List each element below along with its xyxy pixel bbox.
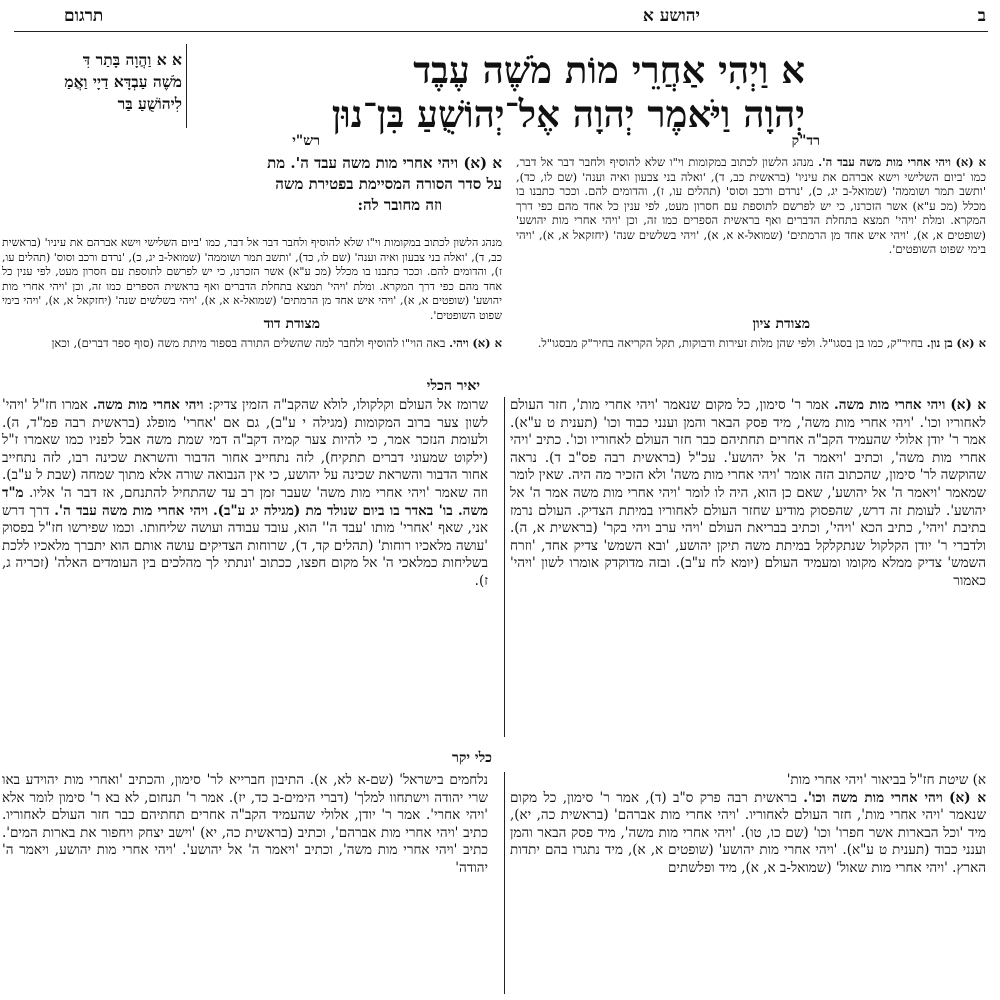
header-rule <box>14 31 988 32</box>
rashi-commentary: א (א) ויהי אחרי מות משה עבד ה'. מת על סדר הסורה המסיימת בפטירת משה וזה מחובר לה: <box>267 154 502 214</box>
kli-yakar-right-column: א) שיטת חז"ל בביאור 'ויהי אחרי מות' א (א) ויהי אחרי מות משה וכו'. בראשית רבה פרק ס"ב (ד), אמר ר' סימון, כל מקום שנאמר 'ויהי אחרי מות', חזר העולם לאחוריו. 'ויהי אחרי מות אברהם' (בראשית כה, יא), מיד 'וכל הבארות אשר חפרו' וכו' (שם כו, טו). 'ויהי אחרי מות משה', מיד פסק הבאר והמן וענני כבוד (תענית ט ע"א). 'ויהי אחרי מות יהושע' (שופטים א, א), מיד נתגרו בהם יתדות הארץ. 'ויהי אחרי מות שאול' (שמואל-ב א, א), מיד ופלשתים <box>510 772 986 876</box>
verse-line-2: יְהוָה וַיֹּאמֶר יְהוָה אֶל־יְהוֹשֻׁעַ בִּן־נוּן <box>331 92 805 136</box>
metzudat-zion-title: מצודת ציון <box>752 316 810 332</box>
yair-hakli-left-column: שרומז אל העולם וקלקולו, לולא שהקב"ה הזמין צדיק: ויהי אחרי מות משה. אמרו חז"ל 'ויהי' לשון צער ברוב המקומות (מגילה י ע"ב), גם אם 'אחרי' מופלג (בראשית רבה פמ"ד, ה). ולעומת הנזכר אמר, כי להיות צער קמיה דקב"ה דמי שמת משה אבל לפניו כמו שאמרו ז"ל (ילקוט שמעוני דברים תתקיח), לזה נתחייב אחור הדבור והשראת שכינה רבו, לזה נתחייב אחור הדבור והשראת שכינה על יהושע, כי אין הנבואה שורה אלא מתוך שמחה (שבת ל ע"ב). וזה שאמר 'ויהי אחרי מות משה' שעבר זמן רב עד שהתחיל להתנחם, אז דבר ה' אליו. מ"ד משה. בו' באדר בו ביום שנולד מת (מגילה יג ע"ב). ויהי אחרי מות משה עבד ה'. דרך דרש אני, שאף 'אחרי' מותו 'עבד ה'' הוא, עובד עבודה ועושה שליחותו. וכמו שפירשו חז"ל בפסוק 'עושה מלאכיו רוחות' (תהלים קד, ד), שרוחות הצדיקים עושה אותם הוא יתברך מלאכיו ללכת בשליחות כמלאכי ה' אל מקום חפצו, ככתוב 'ונתתי לך מהלכים בין העומדים האלה' (זכריה ג, ז). <box>2 397 489 589</box>
targum-divider <box>186 44 187 128</box>
running-title: יהושע א <box>642 6 700 26</box>
radak-commentary: א (א) ויהי אחרי מות משה עבד ה'. מנהג הלשון לכתוב במקומות וי"ו שלא להוסיף ולחבר דבר אל דבר, כמו 'ביום השלישי וישא אברהם את עיניו' (בראשית כב, ד), 'ואלה בני צבעון ואיה וענה' (שם לו, כד), 'ותשב תמר ושוממה' (שמואל-ב יג, כ), 'נרדם ורכב וסוס' (תהלים עו, ז), והדומים להם. וככר כתבנו בו מכלל (מכ ע"א) אשר הזכרנו, כי יש לפרשם לתוספת עם חסרון מעט, לפי ענין כל אחד מהם כפי דרך המקרא. ומלת 'ויהי' תמצא בתחלת הדברים ואף בראשית הספרים כמו זה, וכן 'ויהי אחרי מות יהושע' (שופטים א, א), 'ויהי איש אחד מן הרמתים' (שמואל-א א, א), 'ויהי בשלשים שנה' (יחזקאל א, א), 'ויהי בימי שפוט השופטים'. <box>516 155 986 256</box>
metzudat-david-title: מצודת דוד <box>263 316 320 332</box>
radak-title: רד"ק <box>791 133 820 149</box>
kli-yakar-left-column: נלחמים בישראל' (שם-א לא, א). התיבון חברייא לר' סימון, והכתיב 'ואחרי מות יהוידע באו שרי יהודה וישתחוו למלך' (דברי הימים-ב כד, יז). אמר ר' תנחום, לא בא ר' סימון לומר אלא 'ויהי אחרי'. אמר ר' יודן, אלולי שהעמיד הקב"ה אחרים תחתיהם כבר חזר העולם לאחוריו. כתיב 'ויהי אחרי מות אברהם', וכתיב (בראשית כה, יא) 'וישב יצחק ויחפור את בארות המים'. כתיב 'ויהי אחרי מות משה', וכתיב 'ויאמר ה' אל יהושע'. 'ויהי אחרי מות יהושע, ויאמר ה' יהודה' <box>2 772 488 876</box>
yair-hakli-title: יאיר הכלי <box>426 378 480 394</box>
metzudat-zion-commentary: א (א) בן נון. בחיר"ק, כמו בן בסגו"ל. ולפי שהן מלות זעירות ודבוקות, תקל הקריאה בחיר"ק מבסגו"ל. <box>537 336 986 350</box>
yair-hakli-right-column: א (א) ויהי אחרי מות משה. אמר ר' סימון, כל מקום שנאמר 'ויהי אחרי מות', חזר העולם לאחוריו וכו'. 'ויהי אחרי מות משה', מיד פסק הבאר והמן וענני כבוד וכו' (תענית ט ע"א). אמר ר' יודן אלולי שהעמיד הקב"ה אחרים תחתיהם כבר חזר העולם לאחוריו וכו'. כתיב 'ויהי אחרי מות משה', וכתיב 'ויאמר ה' אל יהושע'. עכ"ל (בראשית רבה פס"ב ד). נראה שהוקשה לר' סימון, שהכתוב הזה אומר 'ויהי אחרי מות משה' ולא הזכיר מה היה. שאין לומר שמאמר 'ויאמר ה' אל יהושע', שאם כן הוא, היה לו לומר 'ויהי אחרי מות משה אמר ה' אל יהושע'. לעומת זה דרש, שהפסוק מודיע שחזר העולם לאחוריו במיתת הצדיק. העולם נרמז בתיבת 'ויהי', כתיב הכא 'ויהי', וכתיב בבריאת העולם 'ויהי ערב ויהי בקר' (בראשית א, ה). ולדברי ר' יודן הקלקול שנתקלקל במיתת משה תיקן יהושע, 'ובא השמש' צדיק אחד, 'וזרח השמש' צדיק ממלא מקומו ומעמיד העולם (יומא לח ע"ב). ובזה מדוקדק אומרו לשון 'ויהי' כאמור <box>510 397 986 589</box>
page-number: ב <box>977 6 986 26</box>
targum-header: תרגום <box>64 6 104 26</box>
kli-yakar-title: כלי יקר <box>452 750 492 766</box>
verse-line-1: א וַיְהִי אַחֲרֵי מוֹת מֹשֶׁה עֶבֶד <box>413 48 805 92</box>
kli-yakar-divider <box>504 772 505 994</box>
metzudat-david-commentary: א (א) ויהי. באה הוי"ו להוסיף ולחבר למה שהשלים התורה בספור מיתת משה (סוף ספר דברים), וכאן <box>51 336 502 350</box>
verse-letter: א <box>781 48 805 92</box>
targum-text: א א וַהֲוָה בָּתַר דִּ מֹשֶׁה עַבְדָּא דַיָי וַאֲמַ לִיהוֹשֻׁעַ בַּר <box>64 50 182 113</box>
rashi-overflow: מנהג הלשון לכתוב במקומות וי"ו שלא להוסיף ולחבר דבר אל דבר, כמו 'ביום השלישי וישא אברהם את עיניו' (בראשית כב, ד), 'ואלה בני צבעון ואיה וענה' (שם לו, כד), 'ותשב תמר ושוממה' (שמואל-ב יג, כ), 'נרדם ורכב וסוס' (תהלים עו, ז), והדומים להם. וככר כתבנו בו מכלל (מכ ע"א) אשר הזכרנו, כי יש לפרשם לתוספת עם חסרון מעט, לפי ענין כל אחד מהם כפי דרך המקרא. ומלת 'ויהי' תמצא בתחלת הדברים ואף בראשית הספרים כמו זה, וכן 'ויהי אחרי מות יהושע' (שופטים א, א), 'ויהי איש אחד מן הרמתים' (שמואל-א א, א), 'ויהי בשלשים שנה' (יחזקאל א, א), 'ויהי בימי שפוט השופטים'. <box>2 236 502 322</box>
rashi-title: רש"י <box>292 133 320 149</box>
yair-hakli-divider <box>504 397 505 737</box>
